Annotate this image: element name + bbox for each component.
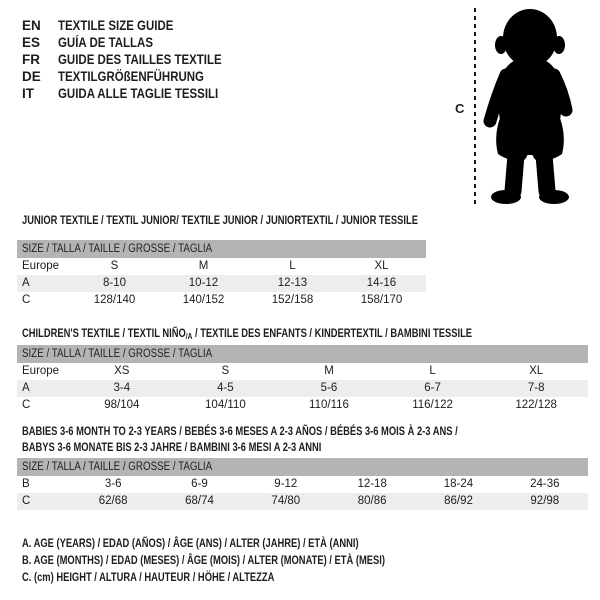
- children-size-table: [17, 345, 588, 414]
- babies-size-table: [17, 458, 588, 510]
- row-label: C: [22, 495, 31, 507]
- height-cell: 74/80: [271, 495, 301, 507]
- months-cell: 6-9: [191, 478, 208, 490]
- footnote-c: C. (cm) HEIGHT / ALTURA / HAUTEUR / HÖHE / ALTEZZA: [22, 570, 275, 584]
- table-row: [17, 380, 588, 397]
- table-row: [17, 258, 426, 275]
- language-code: IT: [22, 86, 34, 101]
- months-cell: 3-6: [104, 478, 122, 490]
- language-code: DE: [22, 69, 41, 84]
- guide-title-de: TEXTILGRÖßENFÜHRUNG: [58, 69, 204, 84]
- guide-title-fr: GUIDE DES TAILLES TEXTILE: [58, 52, 222, 67]
- row-label: C: [22, 399, 31, 411]
- guide-title-it: GUIDA ALLE TAGLIE TESSILI: [58, 86, 219, 101]
- height-measure-dashed-line: [474, 8, 476, 206]
- age-cell: 5-6: [320, 382, 338, 394]
- size-cell: XS: [114, 365, 130, 377]
- children-table-title: CHILDREN'S TEXTILE / TEXTIL NIÑO/A / TEXTILE DES ENFANTS / KINDERTEXTIL / BAMBINI TESSILE: [22, 326, 473, 341]
- age-cell: 8-10: [102, 277, 127, 289]
- language-code: FR: [22, 52, 40, 67]
- row-label: Europe: [22, 260, 60, 272]
- row-label: A: [22, 277, 30, 289]
- size-cell: S: [110, 260, 119, 272]
- size-cell: M: [198, 260, 209, 272]
- height-cell: 128/140: [93, 294, 136, 306]
- age-cell: 12-13: [277, 277, 308, 289]
- language-code: ES: [22, 35, 41, 50]
- height-cell: 122/128: [515, 399, 557, 411]
- height-cell: 98/104: [104, 399, 140, 411]
- babies-table-title: BABIES 3-6 MONTH TO 2-3 YEARS / BEBÉS 3-6 MESES A 2-3 AÑOS / BÉBÉS 3-6 MOIS À 2-3 ANS / BABYS 3-6 MONATE BIS 2-3 JAHRE / BAMBINI 3-6 MESI A 2-3 ANNI: [22, 424, 458, 454]
- guide-title-en: TEXTILE SIZE GUIDE: [58, 18, 174, 33]
- age-cell: 4-5: [217, 382, 234, 394]
- size-header-bar: SIZE / TALLA / TAILLE / GRÖSSE / TAGLIA: [17, 240, 426, 258]
- row-label: C: [22, 294, 31, 306]
- height-cell: 68/74: [185, 495, 214, 507]
- height-cell: 158/170: [360, 294, 403, 306]
- size-cell: XL: [374, 260, 389, 272]
- footnote-legend: [22, 535, 487, 586]
- row-label: B: [22, 478, 30, 490]
- height-measure-label: C: [455, 101, 465, 116]
- junior-size-table: [17, 240, 426, 309]
- age-cell: 6-7: [424, 382, 441, 394]
- size-cell: M: [324, 365, 334, 377]
- size-cell: XL: [529, 365, 544, 377]
- table-row: [17, 476, 588, 493]
- table-row: [17, 493, 588, 510]
- age-cell: 14-16: [366, 277, 397, 289]
- months-cell: 12-18: [357, 478, 387, 490]
- row-label: Europe: [22, 365, 60, 377]
- age-cell: 7-8: [527, 382, 545, 394]
- baby-silhouette-icon: [483, 7, 579, 208]
- table-row: [17, 363, 588, 380]
- size-header-bar: SIZE / TALLA / TAILLE / GRÖSSE / TAGLIA: [17, 458, 588, 476]
- height-cell: 80/86: [357, 495, 387, 507]
- nino-a-subscript: /A: [185, 331, 193, 341]
- junior-table-title: JUNIOR TEXTILE / TEXTIL JUNIOR/ TEXTILE JUNIOR / JUNIORTEXTIL / JUNIOR TESSILE: [22, 213, 418, 227]
- months-cell: 18-24: [443, 478, 474, 490]
- height-cell: 152/158: [271, 294, 314, 306]
- height-cell: 62/68: [98, 495, 128, 507]
- language-code: EN: [22, 18, 41, 33]
- height-cell: 116/122: [412, 399, 453, 411]
- size-cell: L: [429, 365, 436, 377]
- table-row: [17, 292, 426, 309]
- height-cell: 104/110: [205, 399, 246, 411]
- months-cell: 9-12: [274, 478, 298, 490]
- age-cell: 3-4: [113, 382, 131, 394]
- footnote-b: B. AGE (MONTHS) / EDAD (MESES) / ÂGE (MOIS) / ALTER (MONATE) / ETÀ (MESI): [22, 553, 385, 567]
- row-label: A: [22, 382, 30, 394]
- size-cell: L: [289, 260, 296, 272]
- months-cell: 24-36: [530, 478, 560, 490]
- size-header-bar: SIZE / TALLA / TAILLE / GRÖSSE / TAGLIA: [17, 345, 588, 363]
- size-cell: S: [221, 365, 230, 377]
- height-cell: 110/116: [309, 399, 349, 411]
- height-cell: 140/152: [182, 294, 225, 306]
- age-cell: 10-12: [188, 277, 219, 289]
- table-row: [17, 275, 426, 292]
- height-cell: 86/92: [444, 495, 473, 507]
- guide-title-es: GUÍA DE TALLAS: [58, 35, 153, 50]
- height-cell: 92/98: [530, 495, 560, 507]
- footnote-a: A. AGE (YEARS) / EDAD (AÑOS) / ÂGE (ANS) / ALTER (JAHRE) / ETÀ (ANNI): [22, 536, 359, 550]
- table-row: [17, 397, 588, 414]
